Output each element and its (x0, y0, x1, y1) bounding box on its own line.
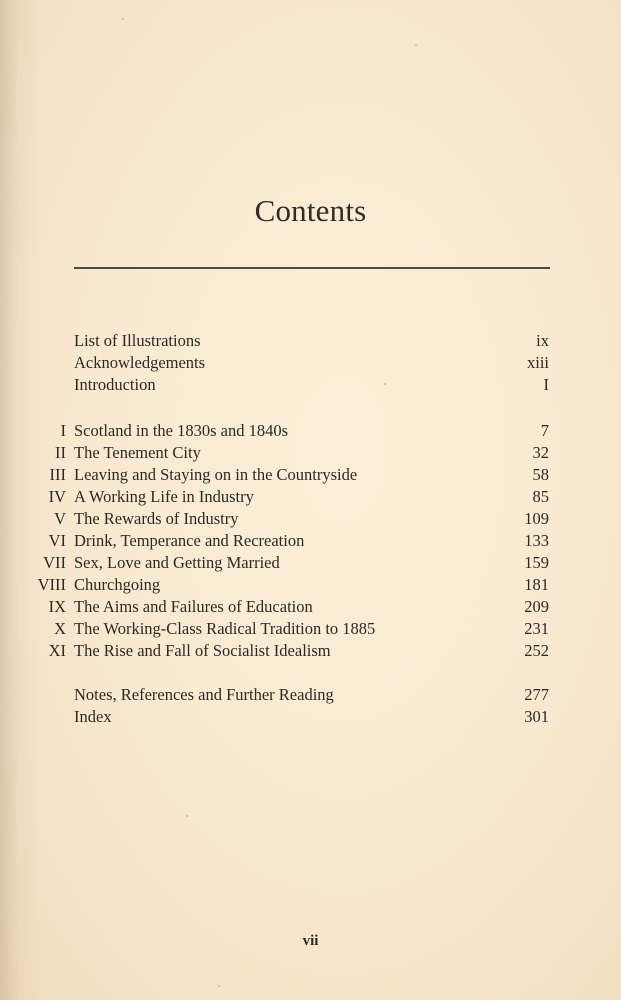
toc-chapter-11 (0, 640, 621, 662)
chapter-number: VIII (37, 575, 66, 594)
chapter-page: 58 (532, 465, 549, 484)
chapter-title: Churchgoing (74, 575, 161, 594)
toc-entry-acknowledgements (0, 352, 621, 374)
chapter-number: IX (48, 597, 66, 616)
paper-speck (218, 985, 220, 987)
chapter-page: 252 (524, 641, 549, 660)
chapter-number: X (54, 619, 66, 638)
chapter-page: 85 (532, 487, 549, 506)
toc-chapter-9 (0, 596, 621, 618)
toc-chapter-2 (0, 442, 621, 464)
chapter-page: 7 (540, 421, 549, 440)
chapter-title: The Tenement City (74, 443, 201, 462)
page-number: vii (302, 933, 319, 949)
toc-entry-page: 277 (524, 685, 549, 704)
chapter-number: XI (48, 641, 66, 660)
toc-chapter-1 (0, 420, 621, 442)
toc-chapter-6 (0, 530, 621, 552)
chapter-number: V (54, 509, 66, 528)
toc-entry-notes (0, 684, 621, 706)
toc-chapter-7 (0, 552, 621, 574)
chapter-page: 133 (524, 531, 549, 550)
chapter-title: The Rewards of Industry (74, 509, 239, 528)
toc-chapter-3 (0, 464, 621, 486)
toc-entry-list-of-illustrations (0, 330, 621, 352)
chapter-number: VI (48, 531, 66, 550)
toc-chapter-4 (0, 486, 621, 508)
toc-entry-introduction (0, 374, 621, 396)
paper-speck (186, 815, 188, 817)
paper-speck (415, 44, 417, 46)
toc-entry-index (0, 706, 621, 728)
chapter-page: 209 (524, 597, 549, 616)
chapter-title: The Rise and Fall of Socialist Idealism (74, 641, 331, 660)
chapter-title: Leaving and Staying on in the Countryside (74, 465, 358, 484)
toc-entry-title: List of Illustrations (74, 331, 201, 350)
chapter-title: A Working Life in Industry (74, 487, 254, 506)
toc-entry-title: Index (74, 707, 112, 726)
toc-entry-title: Notes, References and Further Reading (74, 685, 334, 704)
chapter-title: Scotland in the 1830s and 1840s (74, 421, 289, 440)
chapter-page: 181 (524, 575, 549, 594)
chapter-number: II (55, 443, 66, 462)
chapter-title: The Aims and Failures of Education (74, 597, 313, 616)
toc-entry-page: I (543, 375, 549, 394)
toc-chapter-8 (0, 574, 621, 596)
toc-chapter-5 (0, 508, 621, 530)
chapter-page: 109 (524, 509, 549, 528)
toc-entry-page: ix (536, 331, 549, 350)
chapter-number: VII (43, 553, 66, 572)
toc-entry-page: xiii (526, 353, 549, 372)
chapter-page: 231 (524, 619, 549, 638)
paper-speck (384, 383, 386, 385)
chapter-page: 159 (524, 553, 549, 572)
paper-speck (122, 18, 124, 20)
page-title: Contents (254, 193, 367, 228)
chapter-title: The Working-Class Radical Tradition to 1885 (74, 619, 376, 638)
title-rule (74, 267, 550, 269)
toc-entry-page: 301 (524, 707, 549, 726)
chapter-title: Sex, Love and Getting Married (74, 553, 280, 572)
chapter-number: I (60, 421, 66, 440)
chapter-number: IV (48, 487, 66, 506)
chapter-number: III (49, 465, 66, 484)
chapter-title: Drink, Temperance and Recreation (74, 531, 305, 550)
toc-entry-title: Introduction (74, 375, 156, 394)
toc-entry-title: Acknowledgements (74, 353, 206, 372)
toc-chapter-10 (0, 618, 621, 640)
chapter-page: 32 (532, 443, 549, 462)
